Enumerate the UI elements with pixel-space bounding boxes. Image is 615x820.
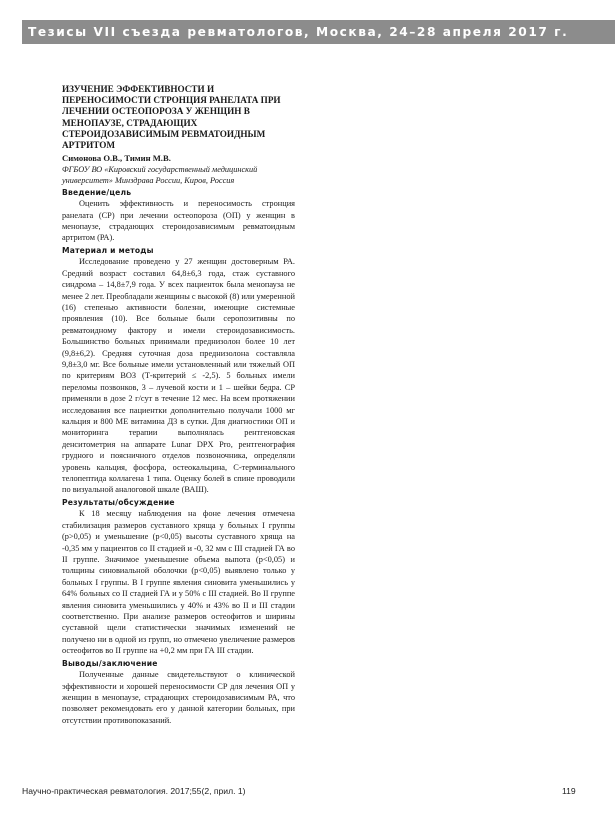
running-title: Тезисы VII съезда ревматологов, Москва, 24–28 апреля 2017 г.: [28, 25, 569, 39]
section-text-methods: Исследование проведено у 27 женщин достоверным РА. Средний возраст составил 64,8±6,3 года, стаж суставного синдрома – 14,8±7,9 года. У всех пациенток была менопауза не менее 2 лет. Преобладали женщины с высокой (8) или умеренной (16) степенью активности болезни, имеющие системные проявления (10). Все больные были серопозитивны по ревматоидному фактору и имели стероидозависимость. Большинство больных принимали преднизолон более 10 лет (9,8±6,2). Средняя суточная доза преднизолона составляла 9,8±3,0 мг. Все больные имели установленный или тяжелый ОП по критериям ВОЗ (Т-критерий ≤ -2,5). 5 больных имели переломы позвонков, 3 – лучевой кости и 1 – шейки бедра. СР применяли в дозе 2 г/сут в течение 12 мес. На всем протяжении исследования все пациентки дополнительно получали 1000 мг кальция и 800 МЕ витамина Д3 в сутки. Для диагностики ОП и мониторинга терапии выполнялась рентгеновская денситометрия на аппарате Lunar DPX Pro, рентгенография грудного и поясничного отделов позвоночника, определяли уровень кальция, фосфора, остеокальцина, С-терминального телопептида коллагена 1 типа. Оценку болей в спине проводили по визуальной аналоговой шкале (ВАШ).: [62, 257, 295, 495]
section-heading-results: Результаты/обсуждение: [62, 497, 175, 507]
section-heading-intro: Введение/цель: [62, 187, 132, 197]
article-title: ИЗУЧЕНИЕ ЭФФЕКТИВНОСТИ И ПЕРЕНОСИМОСТИ СТРОНЦИЯ РАНЕЛАТА ПРИ ЛЕЧЕНИИ ОСТЕОПОРОЗА У ЖЕНЩИН В МЕНОПАУЗЕ, СТРАДАЮЩИХ СТЕРОИДОЗАВИСИМЫМ РЕВМАТОИДНЫМ АРТРИТОМ: [62, 84, 281, 151]
page-number: 119: [562, 786, 576, 796]
running-header: [22, 20, 615, 44]
affiliation: ФГБОУ ВО «Кировский государственный медицинский университет» Минздрава России, Киров, Россия: [62, 164, 258, 185]
abstract-column: [62, 84, 295, 726]
section-text-conclusion: Полученные данные свидетельствуют о клинической эффективности и хорошей переносимости СР для лечения ОП у женщин в менопаузе, страдающих стероидозависимым РА, что позволяет рекомендовать его у данной категории больных, при отсутствии противопоказаний.: [62, 670, 295, 725]
section-heading-methods: Материал и методы: [62, 245, 154, 255]
journal-citation: Научно-практическая ревматология. 2017;55(2, прил. 1): [22, 786, 246, 796]
section-text-results: К 18 месяцу наблюдения на фоне лечения отмечена стабилизация размеров суставного хряща у больных I группы (p>0,05) и уменьшение (p<0,05) высоты суставного хряща на -0,35 мм у пациентов со II стадией и -0, 32 мм с III стадией ГА во II группе. Значимое уменьшение объема выпота (p<0,05) и толщины синовиальной оболочки (p<0,05) выявлено только у больных I группы. В I группе явления синовита уменьшились у 64% больных со II стадией ГА и у 50% с III стадией. Во II группе явления синовита уменьшились у 40% и 43% во II и III стадии соответственно. При анализе размеров остеофитов и ширины суставной щели статистически значимых изменений не получено ни в одной из групп, но отмечено увеличение размеров остеофитов во II группе на +0,2 мм при ГА III стадии.: [62, 509, 295, 656]
section-heading-conclusion: Выводы/заключение: [62, 658, 158, 668]
authors: Симонова О.В., Тимин М.В.: [62, 153, 171, 164]
section-text-intro: Оценить эффективность и переносимость стронция ранелата (СР) при лечении остеопороза (ОП) у женщин в менопаузе, страдающих стероидозависимым ревматоидным артритом (РА).: [62, 199, 295, 243]
